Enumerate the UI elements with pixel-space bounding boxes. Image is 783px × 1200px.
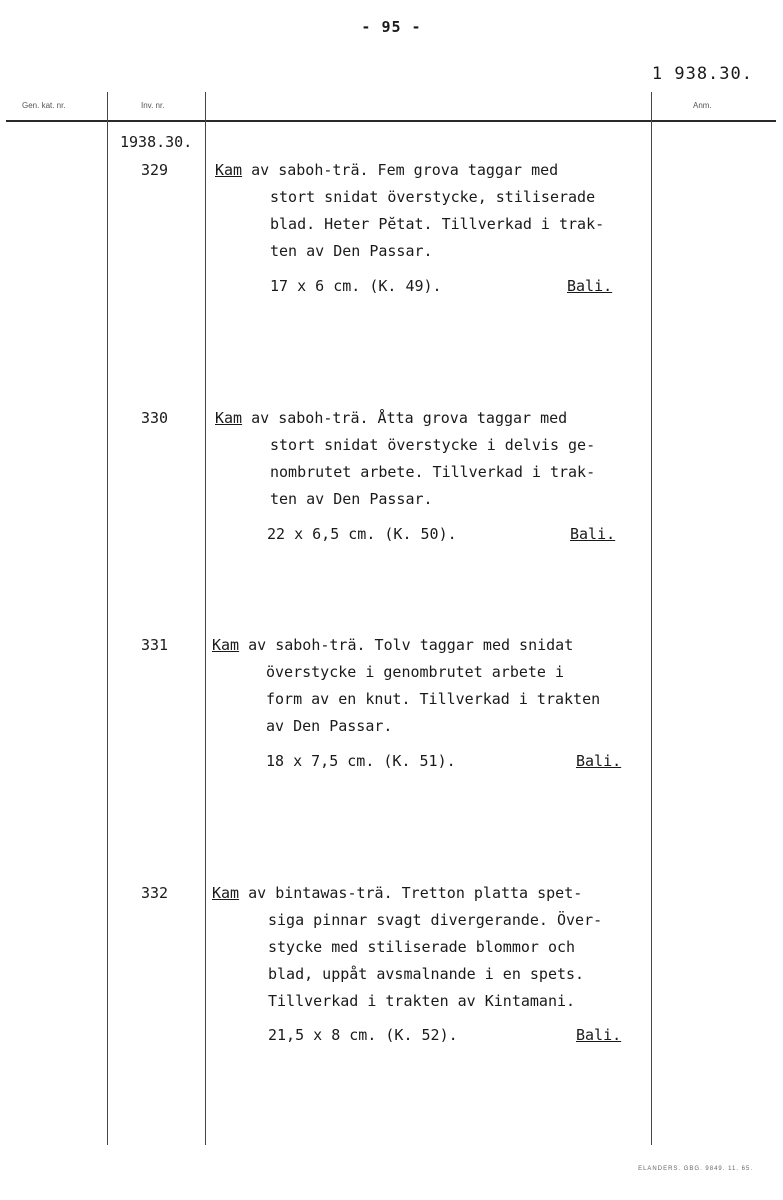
entry-line: stort snidat överstycke i delvis ge-: [270, 436, 596, 454]
entry-line: av Den Passar.: [266, 717, 393, 735]
kam-word: Kam: [212, 884, 240, 902]
column-header-anm: Anm.: [693, 101, 712, 110]
column-header-inv: Inv. nr.: [141, 101, 165, 110]
entry-line: överstycke i genombrutet arbete i: [266, 663, 565, 681]
entry-line-first: [212, 632, 573, 659]
entry-place: Bali.: [576, 1026, 622, 1044]
entry-line: Tillverkad i trakten av Kintamani.: [268, 992, 576, 1010]
entry-line: stort snidat överstycke, stiliserade: [270, 188, 596, 206]
entry-line: form av en knut. Tillverkad i trakten: [266, 690, 601, 708]
entry-line: av saboh-trä. Tolv taggar med snidat: [248, 636, 574, 654]
page-number: - 95 -: [361, 18, 422, 36]
entry-place: Bali.: [576, 752, 622, 770]
inv-number: 330: [141, 409, 169, 427]
entry-dimensions: 21,5 x 8 cm. (K. 52).: [268, 1026, 458, 1044]
column-divider-3: [651, 92, 652, 1145]
entry-line: ten av Den Passar.: [270, 490, 433, 508]
column-divider-1: [107, 92, 108, 1145]
entry-dimensions: 22 x 6,5 cm. (K. 50).: [267, 525, 457, 543]
inv-number: 329: [141, 161, 169, 179]
entry-line: blad, uppåt avsmalnande i en spets.: [268, 965, 585, 983]
entry-dimensions: 17 x 6 cm. (K. 49).: [270, 277, 442, 295]
kam-word: Kam: [215, 161, 243, 179]
printer-imprint: ELANDERS. GBG. 9849. 11. 65.: [638, 1166, 753, 1172]
entry-line-first: [212, 880, 582, 907]
catalog-number: 1 938.30.: [651, 64, 753, 84]
header-rule: [6, 120, 776, 122]
entry-line: av bintawas-trä. Tretton platta spet-: [248, 884, 583, 902]
series-number: 1938.30.: [120, 133, 193, 151]
entry-line: av saboh-trä. Fem grova taggar med: [251, 161, 559, 179]
kam-word: Kam: [212, 636, 240, 654]
entry-line-first: [215, 157, 558, 184]
inv-number: 331: [141, 636, 169, 654]
entry-line: ten av Den Passar.: [270, 242, 433, 260]
entry-line: siga pinnar svagt divergerande. Över-: [268, 911, 603, 929]
inv-number: 332: [141, 884, 169, 902]
entry-place: Bali.: [570, 525, 616, 543]
column-divider-2: [205, 92, 206, 1145]
column-header-gen-kat: Gen. kat. nr.: [22, 101, 66, 110]
entry-line: nombrutet arbete. Tillverkad i trak-: [270, 463, 596, 481]
entry-line-first: [215, 405, 567, 432]
entry-dimensions: 18 x 7,5 cm. (K. 51).: [266, 752, 456, 770]
kam-word: Kam: [215, 409, 243, 427]
entry-line: blad. Heter Pĕtat. Tillverkad i trak-: [270, 215, 605, 233]
entry-place: Bali.: [567, 277, 613, 295]
entry-line: stycke med stiliserade blommor och: [268, 938, 576, 956]
entry-line: av saboh-trä. Åtta grova taggar med: [251, 409, 568, 427]
